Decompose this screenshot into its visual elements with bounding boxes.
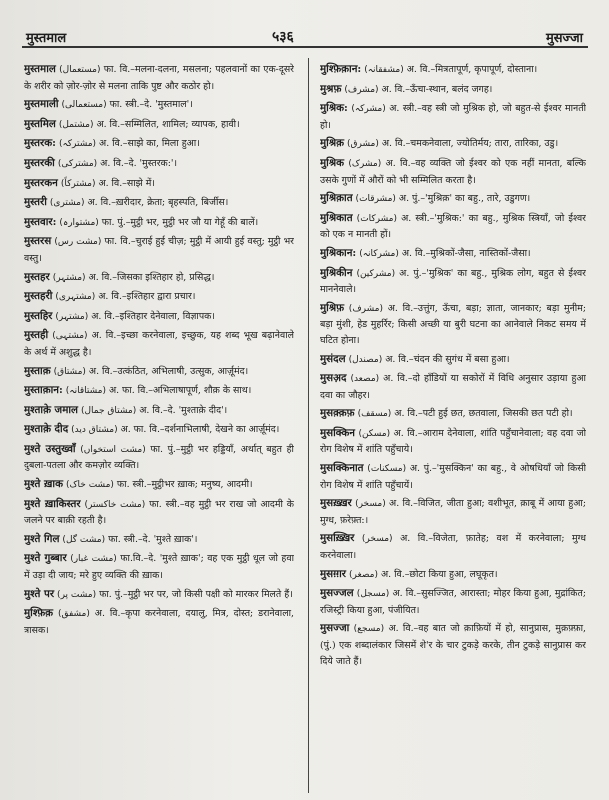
dictionary-entry [24, 383, 294, 400]
dictionary-entry [320, 246, 586, 263]
entry-headword: मुश्रिफ़ [320, 301, 345, 314]
entry-definition: फा. वि.–चुराई हुई चीज़; मुट्ठी में आयी हुई वस्तु; मुट्ठी भर वस्तु। [24, 236, 294, 264]
dictionary-entry [320, 567, 586, 584]
entry-headword: मुश्ते गिल [24, 532, 60, 545]
entry-headword: मुश्रिकान: [320, 246, 357, 259]
entry-headword: मुश्रफ़ [320, 82, 342, 95]
entry-urdu-spelling: (مشت خاکستر) [84, 499, 146, 510]
dictionary-entry [320, 621, 586, 669]
entry-headword: मुस्तहरी [24, 290, 53, 303]
entry-definition: अ. पुं.–'मुश्रिक' का बहु., मुश्रिक लोग, बहुत से ईश्वर माननेवाले। [320, 267, 586, 296]
entry-urdu-spelling: (مشتمل) [58, 119, 94, 130]
entry-definition: अ. वि.–मुश्रिकों-जैसा, नास्तिकों-जैसा। [401, 247, 531, 259]
entry-definition: फा. पुं.–मुट्ठी भर हड्डियाँ, अर्थात् बहुत ही दुबला-पतला और कमज़ोर व्यक्ति। [24, 443, 294, 472]
entry-urdu-spelling: (مشتہر) [55, 311, 89, 322]
dictionary-entry [24, 364, 294, 381]
entry-headword: मुश्रिक़ [320, 137, 345, 150]
header-left-guide-word: मुस्तमाल [26, 31, 67, 46]
dictionary-entry [24, 195, 294, 212]
entry-definition: अ. वि.–इच्छा करनेवाला, इच्छुक, यह शब्द भूख बढ़ानेवाले के अर्थ में अशुद्ध है। [24, 330, 294, 358]
dictionary-entry [24, 551, 294, 583]
dictionary-entry [24, 587, 294, 604]
entry-headword: मुश्ते गुब्बार [24, 552, 67, 565]
dictionary-entry [24, 156, 294, 173]
entry-definition: अ. वि.–कृपा करनेवाला, दयालु, मित्र, दोस्त; डरानेवाला, त्रासक। [24, 608, 294, 636]
entry-urdu-spelling: (مسکنات) [367, 464, 407, 475]
entry-urdu-spelling: (مشرکین) [356, 268, 396, 279]
dictionary-entry [24, 289, 294, 306]
entry-definition: अ. वि.–विजेता, फ़ातेह; वश में करनेवाला; मुग्ध करनेवाला। [320, 533, 586, 562]
dictionary-entry [320, 426, 586, 458]
entry-urdu-spelling: (مشرف) [344, 84, 379, 95]
entry-definition: अ. वि.–विजित, जीता हुआ; वशीभूत, क़ाबू में आया हुआ; मुग्ध, फ़रेफ़्त:। [320, 498, 586, 526]
entry-definition: फा. स्त्री.–दे. 'मुश्ते ख़ाक'। [108, 533, 198, 545]
entry-definition: अ. वि.–सुसज्जित, आरास्ता; मोहर किया हुआ, मुद्रांकित; रजिस्ट्री किया हुआ, पंजीयित। [320, 588, 586, 616]
dictionary-entry [24, 136, 294, 153]
header-rule [22, 46, 588, 48]
entry-urdu-spelling: (مشت رس) [54, 237, 102, 248]
dictionary-entry [24, 532, 294, 549]
dictionary-entry [320, 496, 586, 528]
dictionary-entry [320, 191, 586, 208]
entry-definition: अ. वि.–इश्तिहार देनेवाला, विज्ञापक। [91, 310, 215, 322]
entry-definition: अ. वि.–वह व्यक्ति जो ईश्वर को एक नहीं मानता, बल्कि उसके गुणों में औरों को भी सम्मिलित करता है। [320, 157, 586, 186]
entry-definition: अ. वि.–वह बात जो क़ाफ़ियों में हो, सानुप्रास, मुक़फ़्फ़ा, (पुं.) एक शब्दालंकार जिसमें शे'र के चार टुकड़े करके, तीन टुकड़े सानुप्रास कर दिये जाते हैं। [320, 623, 586, 667]
entry-headword: मुसक़्क़फ़ [320, 407, 355, 420]
entry-headword: मुश्ताक़े दीद [24, 423, 69, 436]
entry-definition: अ. वि.–दो हाँडियों या सकोरों में विधि अनुसार उड़ाया हुआ दवा का जौहर। [320, 373, 586, 401]
entry-urdu-spelling: (مشترکاً) [60, 178, 96, 189]
entry-headword: मुसग़्ग़र [320, 567, 347, 580]
entry-urdu-spelling: (مسجل) [356, 589, 390, 600]
entry-headword: मुश्फ़िक़ [24, 607, 54, 620]
dictionary-entry [24, 477, 294, 494]
entry-urdu-spelling: (مشت پر) [57, 589, 97, 600]
entry-headword: मुस्तहर [24, 270, 50, 283]
entry-definition: अ. वि.–छोटा किया हुआ, लघूकृत। [380, 568, 498, 580]
entry-definition: अ. वि.–उत्तुंग, ऊँचा, बड़ा; ज्ञाता, जानकार; बड़ा मुनीम; बड़ा मुंशी, हेड मुहर्रिर; किसी अच्छी या बुरी घटना का आनेवाले निकट समय में घटित होना। [320, 302, 586, 346]
entry-urdu-spelling: (مشترکی) [57, 158, 98, 169]
entry-urdu-spelling: (مشت خاک) [65, 480, 114, 491]
entry-definition: अ. वि.–ख़रीदार, क्रेता; बृहस्पति, बिर्जीस। [87, 197, 229, 209]
entry-urdu-spelling: (مشرکات) [356, 213, 398, 224]
entry-definition: अ. वि.–सम्मिलित, शामिल; व्यापक, हावी। [96, 118, 240, 130]
dictionary-entry [320, 156, 586, 188]
page-header [0, 0, 609, 60]
dictionary-entry [24, 403, 294, 420]
dictionary-entry [320, 136, 586, 153]
entry-urdu-spelling: (مشتہی) [52, 331, 88, 342]
entry-headword: मुश्रिक: [320, 102, 348, 115]
entry-urdu-spelling: (مسکن) [358, 428, 391, 439]
dictionary-entry [320, 461, 586, 493]
entry-headword: मुसंदल [320, 352, 346, 365]
right-column [320, 62, 586, 792]
entry-headword: मुस्ताक़ान: [24, 384, 63, 397]
entry-headword: मुश्रिक [320, 156, 345, 169]
entry-headword: मुसज्जा [320, 622, 350, 635]
entry-definition: अ. पुं.–'मुश्रिक़' का बहु., तारे, उडुगण। [398, 193, 531, 205]
entry-headword: मुस्तही [24, 329, 49, 342]
entry-headword: मुस्तरकी [24, 156, 55, 169]
entry-definition: अ. वि.–दे. 'मुश्ताक़े दीद'। [139, 404, 228, 416]
entry-definition: अ. वि.–मित्रतापूर्ण, कृपापूर्ण, दोस्ताना। [406, 64, 538, 75]
entry-urdu-spelling: (مشتاق دید) [71, 425, 118, 436]
dictionary-entry [320, 586, 586, 618]
entry-urdu-spelling: (مشتہری) [55, 292, 96, 303]
entry-headword: मुस्तवार: [24, 215, 57, 228]
entry-headword: मुसअ़द [320, 372, 347, 385]
entry-headword: मुश्ताक़े जमाल [24, 403, 79, 416]
entry-urdu-spelling: (مستعمالی) [61, 100, 107, 111]
entry-definition: अ. वि.–चमकनेवाला, ज्योतिर्मय; तारा, तारिका, उडु। [381, 138, 559, 150]
entry-urdu-spelling: (مسجع) [353, 624, 385, 635]
dictionary-entry [24, 497, 294, 529]
entry-headword: मुस्तहिर [24, 309, 53, 322]
dictionary-entry [24, 117, 294, 134]
entry-headword: मुसख़्ख़र [320, 497, 352, 510]
column-divider [308, 58, 309, 793]
entry-urdu-spelling: (مشتاقانہ) [65, 386, 106, 397]
entry-definition: फा.वि.–दे. 'मुश्ते ख़ाक'; वह एक मुट्ठी धूल जो हवा में उड़ा दी जाय; मरे हुए व्यक्ति की ख़ाक। [24, 553, 294, 582]
entry-urdu-spelling: (مشرکانہ) [359, 248, 399, 259]
dictionary-entry [320, 301, 586, 349]
entry-headword: मुश्ते उस्तुख्वाँ [24, 442, 76, 455]
entry-definition: अ. फा. वि.–अभिलाषापूर्ण, शौक़ के साथ। [108, 385, 252, 397]
entry-urdu-spelling: (مشفقانہ) [364, 65, 404, 75]
entry-definition: अ. वि.–पटी हुई छत, छतवाला, जिसकी छत पटी हो। [394, 408, 573, 420]
dictionary-entry [320, 406, 586, 423]
dictionary-entry [24, 176, 294, 193]
entry-urdu-spelling: (مشترکہ) [58, 139, 97, 150]
entry-headword: मुश्रिक़ात [320, 192, 353, 205]
entry-headword: मुस्तरी [24, 196, 47, 209]
entry-headword: मुश्ते ख़ाक [24, 478, 63, 491]
entry-definition: फा. वि.–मलना-दलना, मसलना; पहलवानों का एक-दूसरे के शरीर को ज़ोर-ज़ोर से मलना ताकि पुष्ट और कठोर हो। [24, 64, 294, 92]
entry-definition: फा. पुं.–मुट्ठी भर, मुट्ठी भर जौ या गेहूँ की बालें। [101, 216, 259, 228]
entry-urdu-spelling: (مشتری) [49, 198, 85, 209]
entry-definition: फा. स्त्री.–मुट्ठीभर ख़ाक; मनुष्य, आदमी। [116, 479, 253, 491]
dictionary-entry [24, 97, 294, 114]
entry-headword: मुस्तरक: [24, 137, 56, 150]
entry-definition: अ. वि.–जिसका इश्तिहार हो, प्रसिद्ध। [88, 271, 215, 283]
entry-urdu-spelling: (مشتاق) [53, 366, 86, 377]
entry-headword: मुश्ते ख़ाकिस्तर [24, 497, 81, 510]
entry-definition: फा. पुं.–मुट्ठी भर पर, जो किसी पक्षी को मारकर मिलते हैं। [99, 588, 293, 600]
dictionary-entry [24, 234, 294, 266]
entry-urdu-spelling: (مصغر) [349, 569, 378, 580]
entry-urdu-spelling: (مشرکہ) [351, 104, 386, 115]
entry-urdu-spelling: (مستعمال) [59, 65, 101, 75]
entry-urdu-spelling: (مشفق) [57, 609, 90, 620]
entry-headword: मुस्तरस [24, 235, 52, 248]
dictionary-entry [320, 101, 586, 133]
entry-headword: मुश्ते पर [24, 587, 55, 600]
entry-urdu-spelling: (مشرک) [348, 158, 382, 169]
entry-definition: फा. स्त्री.–वह मुट्ठी भर राख जो आदमी के जलने पर बाक़ी रहती है। [24, 498, 294, 527]
entry-definition: अ. स्त्री.–'मुश्रिक:' का बहु., मुश्रिक स्त्रियाँ, जो ईश्वर को एक न मानती हों। [320, 212, 586, 241]
entry-headword: मुस्तमाली [24, 98, 59, 111]
dictionary-entry [24, 328, 294, 360]
entry-urdu-spelling: (مشرف) [348, 303, 383, 314]
dictionary-entry [320, 211, 586, 243]
entry-urdu-spelling: (مصندل) [348, 354, 383, 365]
entry-urdu-spelling: (مشرقات) [355, 194, 396, 205]
dictionary-entry [320, 82, 586, 99]
dictionary-entry [24, 270, 294, 287]
entry-definition: अ. वि.–दे. 'मुस्तरक:'। [100, 157, 178, 169]
entry-urdu-spelling: (مشرق) [347, 139, 379, 150]
entry-headword: मुस्ताक़ [24, 364, 51, 377]
entry-headword: मुसज्जल [320, 587, 354, 600]
entry-urdu-spelling: (مسخر) [361, 534, 393, 545]
dictionary-entry [24, 62, 294, 94]
entry-urdu-spelling: (مشتوارہ) [59, 217, 99, 228]
left-column [24, 62, 294, 792]
entry-headword: मुश्रिकात [320, 211, 353, 224]
dictionary-entry [320, 62, 586, 79]
entry-definition: अ. स्त्री.–वह स्त्री जो मुश्रिक हो, जो बहुत-से ईश्वर मानती हो। [320, 103, 586, 131]
entry-headword: मुस्तमाल [24, 63, 56, 75]
dictionary-entry [320, 352, 586, 369]
entry-headword: मुसक्किनात [320, 462, 364, 475]
entry-definition: अ. वि.–चंदन की सुगंध में बसा हुआ। [385, 353, 510, 365]
dictionary-entry [24, 606, 294, 638]
entry-definition: अ. वि.–आराम देनेवाला, शांति पहुँचानेवाला; वह दवा जो रोग विशेष में शांति पहुँचाये। [320, 427, 586, 456]
dictionary-entry [24, 442, 294, 474]
entry-definition: अ. वि.–इश्तिहार द्वारा प्रचार। [98, 291, 196, 303]
dictionary-entry [320, 371, 586, 403]
entry-definition: अ. वि.–ऊँचा-स्थान, बलंद जगह। [381, 83, 493, 95]
entry-urdu-spelling: (مصعد) [350, 374, 380, 385]
entry-headword: मुस्तमिल [24, 117, 56, 130]
header-right-guide-word: मुसज्जा [545, 31, 583, 46]
page-number: ५३६ [272, 29, 294, 45]
dictionary-entry [24, 422, 294, 439]
entry-definition: अ. पुं.–'मुसक्किन' का बहु., वे ओषधियाँ जो किसी रोग विशेष में शांति पहुँचायें। [320, 463, 586, 491]
dictionary-entry [320, 266, 586, 298]
entry-headword: मुस्तरकन [24, 176, 58, 189]
entry-headword: मुश्फ़िक़ान: [320, 63, 362, 75]
entry-definition: अ. वि.–साझे में। [98, 177, 155, 189]
entry-definition: फा. स्त्री.–दे. 'मुस्तमाल'। [109, 99, 193, 111]
entry-definition: अ. वि.–उत्कंठित, अभिलाषी, उत्सुक, आर्ज़ूमंद। [88, 365, 249, 377]
dictionary-entry [320, 531, 586, 563]
entry-headword: मुश्रिकीन [320, 266, 353, 279]
entry-urdu-spelling: (مشت غبار) [70, 554, 117, 565]
entry-headword: मुसख़्ख़िर [320, 532, 355, 545]
dictionary-entry [24, 215, 294, 232]
dictionary-entry [24, 309, 294, 326]
entry-definition: अ. फा. वि.–दर्शनाभिलाषी, देखने का आर्ज़ूमंद। [120, 424, 280, 436]
entry-urdu-spelling: (مشتہر) [52, 272, 86, 283]
entry-urdu-spelling: (مسخر) [355, 499, 386, 510]
entry-definition: अ. वि.–साझे का, मिला हुआ। [99, 138, 200, 150]
entry-headword: मुसक्किन [320, 426, 356, 439]
entry-urdu-spelling: (مسقف) [357, 409, 392, 420]
entry-urdu-spelling: (مشت استخواں) [80, 444, 146, 455]
entry-urdu-spelling: (مشت گل) [62, 534, 106, 545]
entry-urdu-spelling: (مشتاق جمال) [81, 405, 137, 416]
